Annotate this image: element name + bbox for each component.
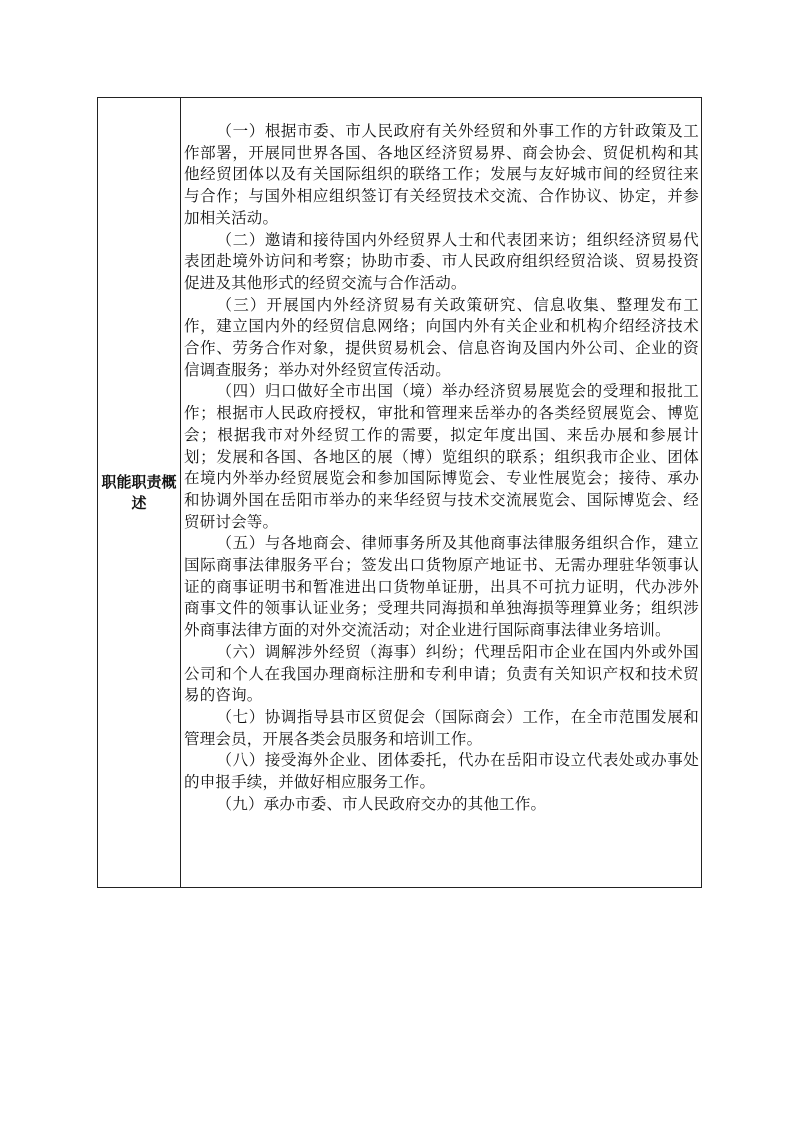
label-cell (98, 98, 181, 887)
duty-paragraph-6: （六）调解涉外经贸（海事）纠纷；代理岳阳市企业在国内外或外国公司和个人在我国办理商标注册和专利申请；负责有关知识产权和技术贸易的咨询。 (184, 642, 699, 705)
duty-paragraph-2: （二）邀请和接待国内外经贸界人士和代表团来访；组织经济贸易代表团赴境外访问和考察；协助市委、市人民政府组织经贸洽谈、贸易投资促进及其他形式的经贸交流与合作活动。 (184, 230, 699, 292)
duty-paragraph-9: （九）承办市委、市人民政府交办的其他工作。 (216, 794, 547, 813)
content-cell (181, 98, 701, 887)
duty-paragraph-7: （七）协调指导县市区贸促会（国际商会）工作，在全市范围发展和管理会员，开展各类会员服务和培训工作。 (184, 707, 699, 748)
duty-paragraph-5: （五）与各地商会、律师事务所及其他商事法律服务组织合作，建立国际商事法律服务平台；签发出口货物原产地证书、无需办理驻华领事认证的商事证明书和暂准进出口货物单证册，出具不可抗力证明，代办涉外商事文件的领事认证业务；受理共同海损和单独海损等理算业务；组织涉外商事法律方面的对外交流活动；对企业进行国际商事法律业务培训。 (184, 534, 699, 640)
duties-table (97, 97, 702, 888)
duty-paragraph-8: （八）接受海外企业、团体委托，代办在岳阳市设立代表处或办事处的申报手续，并做好相应服务工作。 (184, 751, 699, 792)
duty-paragraph-4: （四）归口做好全市出国（境）举办经济贸易展览会的受理和报批工作；根据市人民政府授权，审批和管理来岳举办的各类经贸展览会、博览会；根据我市对外经贸工作的需要，拟定年度出国、来岳办展和参展计划；发展和各国、各地区的展（博）览组织的联系；组织我市企业、团体在境内外举办经贸展览会和参加国际博览会、专业性展览会；接待、承办和协调外国在岳阳市举办的来华经贸与技术交流展览会、国际博览会、经贸研讨会等。 (184, 382, 699, 531)
duties-overview-label: 职能职责概述 (101, 472, 177, 512)
duty-paragraph-3: （三）开展国内外经济贸易有关政策研究、信息收集、整理发布工作，建立国内外的经贸信息网络；向国内外有关企业和机构介绍经济技术合作、劳务合作对象，提供贸易机会、信息咨询及国内外公司、企业的资信调查服务；举办对外经贸宣传活动。 (184, 295, 699, 379)
duty-paragraph-1: （一）根据市委、市人民政府有关外经贸和外事工作的方针政策及工作部署，开展同世界各国、各地区经济贸易界、商会协会、贸促机构和其他经贸团体以及有关国际组织的联络工作；发展与友好城市间的经贸往来与合作；与国外相应组织签订有关经贸技术交流、合作协议、协定，并参加相关活动。 (184, 122, 699, 227)
